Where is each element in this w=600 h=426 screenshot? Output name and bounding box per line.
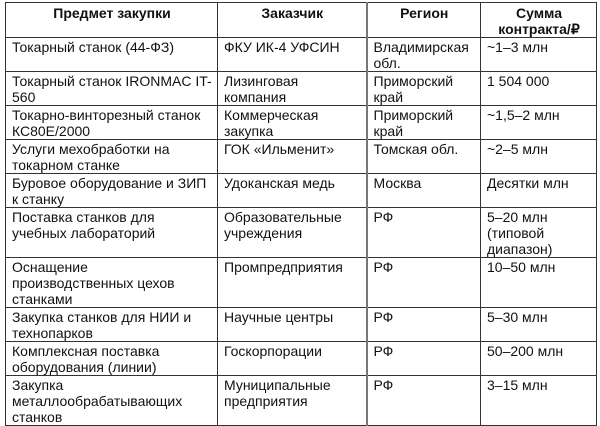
- table-row: [6, 174, 597, 208]
- cell-amount: Десятки млн: [481, 174, 597, 208]
- cell-subject: Буровое оборудование и ЗИП к станку: [6, 174, 218, 208]
- header-region: Регион: [367, 3, 481, 38]
- cell-customer: Коммерческая закупка: [218, 106, 367, 140]
- cell-region: Москва: [367, 174, 481, 208]
- cell-subject: Закупка металлообрабатывающих станков: [6, 376, 218, 426]
- cell-customer: Образовательные учреждения: [218, 208, 367, 258]
- header-customer: Заказчик: [218, 3, 367, 38]
- procurement-table: [5, 2, 597, 426]
- table-row: [6, 342, 597, 376]
- cell-customer: ФКУ ИК-4 УФСИН: [218, 38, 367, 72]
- cell-amount: 10–50 млн: [481, 258, 597, 308]
- cell-customer: ГОК «Ильменит»: [218, 140, 367, 174]
- cell-region: Владимирская обл.: [367, 38, 481, 72]
- table-row: [6, 208, 597, 258]
- cell-customer: Муниципальные предприятия: [218, 376, 367, 426]
- cell-amount: 5–20 млн (типовой диапазон): [481, 208, 597, 258]
- cell-amount: ~2–5 млн: [481, 140, 597, 174]
- cell-amount: 3–15 млн: [481, 376, 597, 426]
- table-row: [6, 140, 597, 174]
- cell-customer: Промпредприятия: [218, 258, 367, 308]
- cell-amount: 5–30 млн: [481, 308, 597, 342]
- cell-subject: Токарный станок IRONMAC IT-560: [6, 72, 218, 106]
- table-row: [6, 72, 597, 106]
- table-row: [6, 38, 597, 72]
- cell-region: РФ: [367, 342, 481, 376]
- cell-customer: Удоканская медь: [218, 174, 367, 208]
- cell-subject: Комплексная поставка оборудования (линии): [6, 342, 218, 376]
- cell-subject: Токарный станок (44-ФЗ): [6, 38, 218, 72]
- table-row: [6, 308, 597, 342]
- cell-amount: 50–200 млн: [481, 342, 597, 376]
- cell-region: Приморский край: [367, 72, 481, 106]
- cell-subject: Токарно-винторезный станок КС80Е/2000: [6, 106, 218, 140]
- cell-region: Томская обл.: [367, 140, 481, 174]
- cell-region: РФ: [367, 376, 481, 426]
- cell-subject: Закупка станков для НИИ и технопарков: [6, 308, 218, 342]
- cell-subject: Поставка станков для учебных лабораторий: [6, 208, 218, 258]
- cell-region: РФ: [367, 208, 481, 258]
- cell-amount: ~1–3 млн: [481, 38, 597, 72]
- cell-customer: Госкорпорации: [218, 342, 367, 376]
- header-amount: Сумма контракта/₽: [481, 3, 597, 38]
- table-row: [6, 106, 597, 140]
- header-subject: Предмет закупки: [6, 3, 218, 38]
- cell-amount: 1 504 000: [481, 72, 597, 106]
- cell-subject: Оснащение производственных цехов станками: [6, 258, 218, 308]
- cell-subject: Услуги мехобработки на токарном станке: [6, 140, 218, 174]
- cell-amount: ~1,5–2 млн: [481, 106, 597, 140]
- cell-region: РФ: [367, 258, 481, 308]
- table-row: [6, 376, 597, 426]
- table-header-row: [6, 3, 597, 38]
- table-row: [6, 258, 597, 308]
- cell-customer: Научные центры: [218, 308, 367, 342]
- cell-customer: Лизинговая компания: [218, 72, 367, 106]
- cell-region: РФ: [367, 308, 481, 342]
- cell-region: Приморский край: [367, 106, 481, 140]
